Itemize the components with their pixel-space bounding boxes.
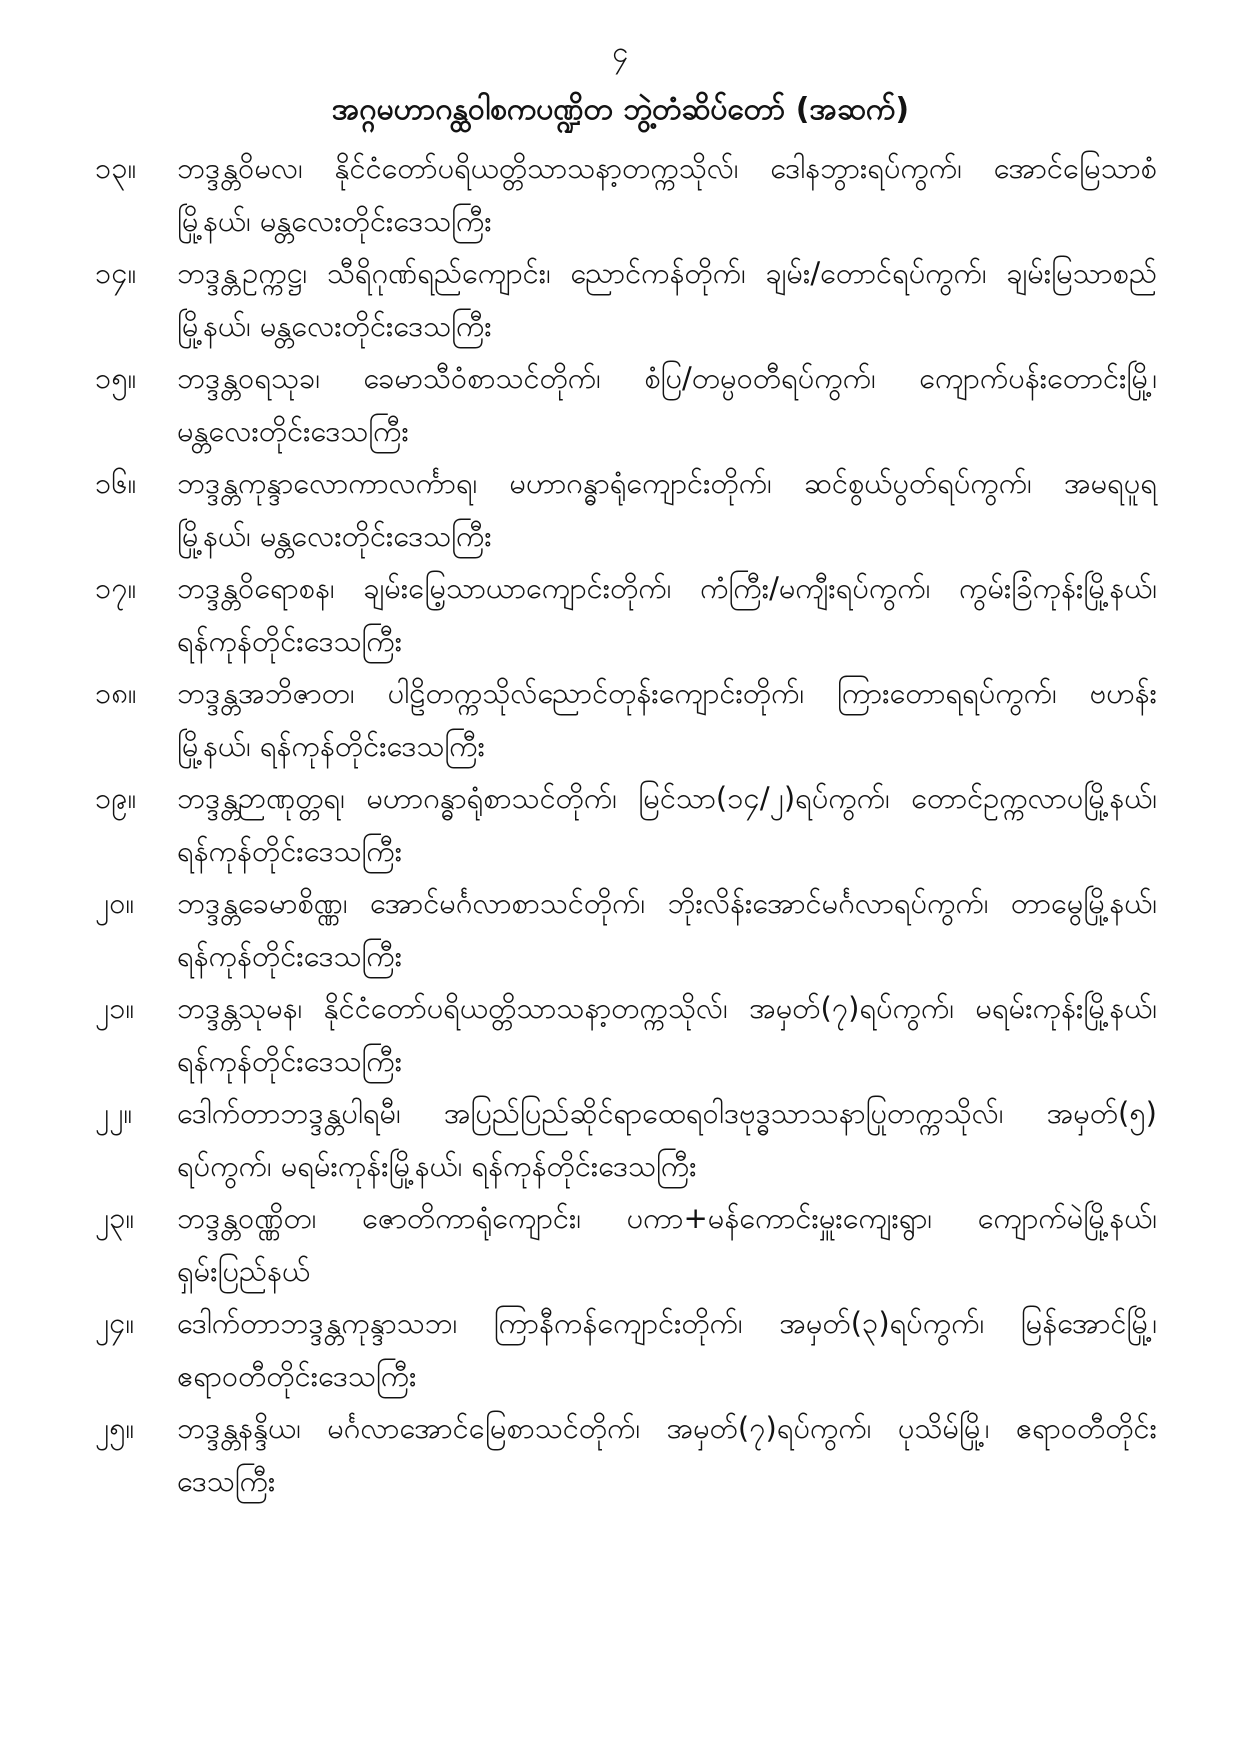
item-text-line1: ဘဒ္ဒန္တဥက္ကဋ္ဌ၊ သီရိဂုဏ်ရည်ကျောင်း၊ ညောင်ကန်တိုက်၊ ချမ်း/တောင်ရပ်ကွက်၊ ချမ်းမြသာစည်: [177, 256, 1157, 290]
item-text-line1: ဘဒ္ဒန္တဝိမလ၊ နိုင်ငံတော်ပရိယတ္တိသာသနာ့တက္ကသိုလ်၊ ဒေါနဘွားရပ်ကွက်၊ အောင်မြေသာစံ: [177, 151, 1157, 185]
item-text: [177, 772, 1157, 877]
item-number: ၁၆။: [95, 466, 137, 500]
item-text: [177, 562, 1157, 667]
item-text-line1: ဒေါက်တာဘဒ္ဒန္တပါရမီ၊ အပြည်ပြည်ဆိုင်ရာထေရဝါဒဗုဒ္ဓသာသနာပြုတက္ကသိုလ်၊ အမှတ်(၅): [177, 1096, 1157, 1130]
item-number: ၁၅။: [95, 361, 137, 395]
item-text-line1: ဘဒ္ဒန္တဉာဏုတ္တရ၊ မဟာဂန္ဓာရုံစာသင်တိုက်၊ မြင်သာ(၁၄/၂)ရပ်ကွက်၊ တောင်ဥက္ကလာပမြို့နယ်၊: [177, 781, 1157, 815]
item-text-line1: ဘဒ္ဒန္တသုမန၊ နိုင်ငံတော်ပရိယတ္တိသာသနာ့တက္ကသိုလ်၊ အမှတ်(၇)ရပ်ကွက်၊ မရမ်းကုန်းမြို့နယ်၊: [177, 991, 1157, 1025]
item-text-line2: မြို့နယ်၊ မန္တလေးတိုင်းဒေသကြီး: [177, 203, 492, 238]
item-number: ၁၉။: [95, 781, 137, 815]
item-number: ၁၇။: [95, 571, 137, 605]
item-text-line2: ဧရာဝတီတိုင်းဒေသကြီး: [177, 1358, 417, 1393]
item-text-line1: ဘဒ္ဒန္တဝဏ္ဏိတ၊ ဇောတိကာရုံကျောင်း၊ ပကာ+မန်ကောင်းမှူးကျေးရွာ၊ ကျောက်မဲမြို့နယ်၊: [177, 1201, 1157, 1235]
item-text: [177, 982, 1157, 1087]
item-number: ၂၅။: [95, 1411, 135, 1445]
item-text: [177, 247, 1157, 352]
item-number: ၂၃။: [95, 1201, 135, 1235]
item-text-line2: ရပ်ကွက်၊ မရမ်းကုန်းမြို့နယ်၊ ရန်ကုန်တိုင်းဒေသကြီး: [177, 1148, 697, 1183]
item-text-line2: ရှမ်းပြည်နယ်: [177, 1253, 311, 1288]
list-item: [95, 352, 1157, 457]
item-text-line1: ဘဒ္ဒန္တနန္ဒိယ၊ မင်္ဂလာအောင်မြေစာသင်တိုက်၊ အမှတ်(၇)ရပ်ကွက်၊ ပုသိမ်မြို့၊ ဧရာဝတီတိုင်း: [177, 1411, 1157, 1445]
document-title: အဂ္ဂမဟာဂန္ထဝါစကပဏ္ဍိတ ဘွဲ့တံဆိပ်တော် (အဆက်): [331, 92, 910, 127]
item-text: [177, 1087, 1157, 1192]
item-text: [177, 1192, 1157, 1297]
item-text: [177, 1402, 1157, 1507]
list-item: [95, 772, 1157, 877]
item-text-line2: မြို့နယ်၊ ရန်ကုန်တိုင်းဒေသကြီး: [177, 728, 485, 763]
list-item: [95, 457, 1157, 562]
list-item: [95, 667, 1157, 772]
item-number: ၁၄။: [95, 256, 137, 290]
list-item: [95, 982, 1157, 1087]
item-text: [177, 352, 1157, 457]
item-text-line1: ဘဒ္ဒန္တအဘိဇာတ၊ ပါဠိတက္ကသိုလ်ညောင်တုန်းကျောင်းတိုက်၊ ကြားတောရရပ်ကွက်၊ ဗဟန်း: [177, 676, 1157, 710]
item-text: [177, 142, 1157, 247]
page-number: ၄: [612, 35, 629, 69]
item-text: [177, 877, 1157, 982]
item-text: [177, 457, 1157, 562]
item-number: ၂၀။: [95, 886, 135, 920]
item-text-line1: ဘဒ္ဒန္တကုန္ဒာလောကာလင်္ကာရ၊ မဟာဂန္ဓာရုံကျောင်းတိုက်၊ ဆင်စွယ်ပွတ်ရပ်ကွက်၊ အမရပူရ: [177, 466, 1157, 500]
list-item: [95, 562, 1157, 667]
item-text-line2: မန္တလေးတိုင်းဒေသကြီး: [177, 413, 409, 448]
item-text-line2: ရန်ကုန်တိုင်းဒေသကြီး: [177, 938, 403, 973]
item-text-line1: ဘဒ္ဒန္တဝိရောစန၊ ချမ်းမြေ့သာယာကျောင်းတိုက်၊ ကံကြီး/မကျီးရပ်ကွက်၊ ကွမ်းခြံကုန်းမြို့နယ်၊: [177, 571, 1157, 605]
list-item: [95, 1297, 1157, 1402]
item-number: ၂၁။: [95, 991, 135, 1025]
item-text-line2: ရန်ကုန်တိုင်းဒေသကြီး: [177, 623, 403, 658]
item-text-line2: မြို့နယ်၊ မန္တလေးတိုင်းဒေသကြီး: [177, 518, 492, 553]
item-text-line1: ဘဒ္ဒန္တခေမာစိဏ္ဏ၊ အောင်မင်္ဂလာစာသင်တိုက်၊ ဘိုးလိန်းအောင်မင်္ဂလာရပ်ကွက်၊ တာမွေမြို့နယ်၊: [177, 886, 1157, 920]
list-item: [95, 1192, 1157, 1297]
item-number: ၂၂။: [95, 1096, 133, 1130]
item-number: ၂၄။: [95, 1306, 135, 1340]
list-item: [95, 877, 1157, 982]
item-text-line1: ဒေါက်တာဘဒ္ဒန္တကုန္ဒာသဘ၊ ကြာနီကန်ကျောင်းတိုက်၊ အမှတ်(၃)ရပ်ကွက်၊ မြန်အောင်မြို့၊: [177, 1306, 1157, 1340]
award-recipient-list: [0, 142, 1241, 1507]
item-text-line2: မြို့နယ်၊ မန္တလေးတိုင်းဒေသကြီး: [177, 308, 492, 343]
list-item: [95, 142, 1157, 247]
item-text-line1: ဘဒ္ဒန္တဝရသုခ၊ ခေမာသီဝံစာသင်တိုက်၊ စံပြ/တမ္ပဝတီရပ်ကွက်၊ ကျောက်ပန်းတောင်းမြို့၊: [177, 361, 1157, 395]
item-number: ၁၃။: [95, 151, 137, 185]
list-item: [95, 1087, 1157, 1192]
item-number: ၁၈။: [95, 676, 137, 710]
item-text: [177, 1297, 1157, 1402]
list-item: [95, 247, 1157, 352]
item-text-line2: ရန်ကုန်တိုင်းဒေသကြီး: [177, 1043, 403, 1078]
list-item: [95, 1402, 1157, 1507]
item-text: [177, 667, 1157, 772]
item-text-line2: ဒေသကြီး: [177, 1463, 276, 1498]
item-text-line2: ရန်ကုန်တိုင်းဒေသကြီး: [177, 833, 403, 868]
